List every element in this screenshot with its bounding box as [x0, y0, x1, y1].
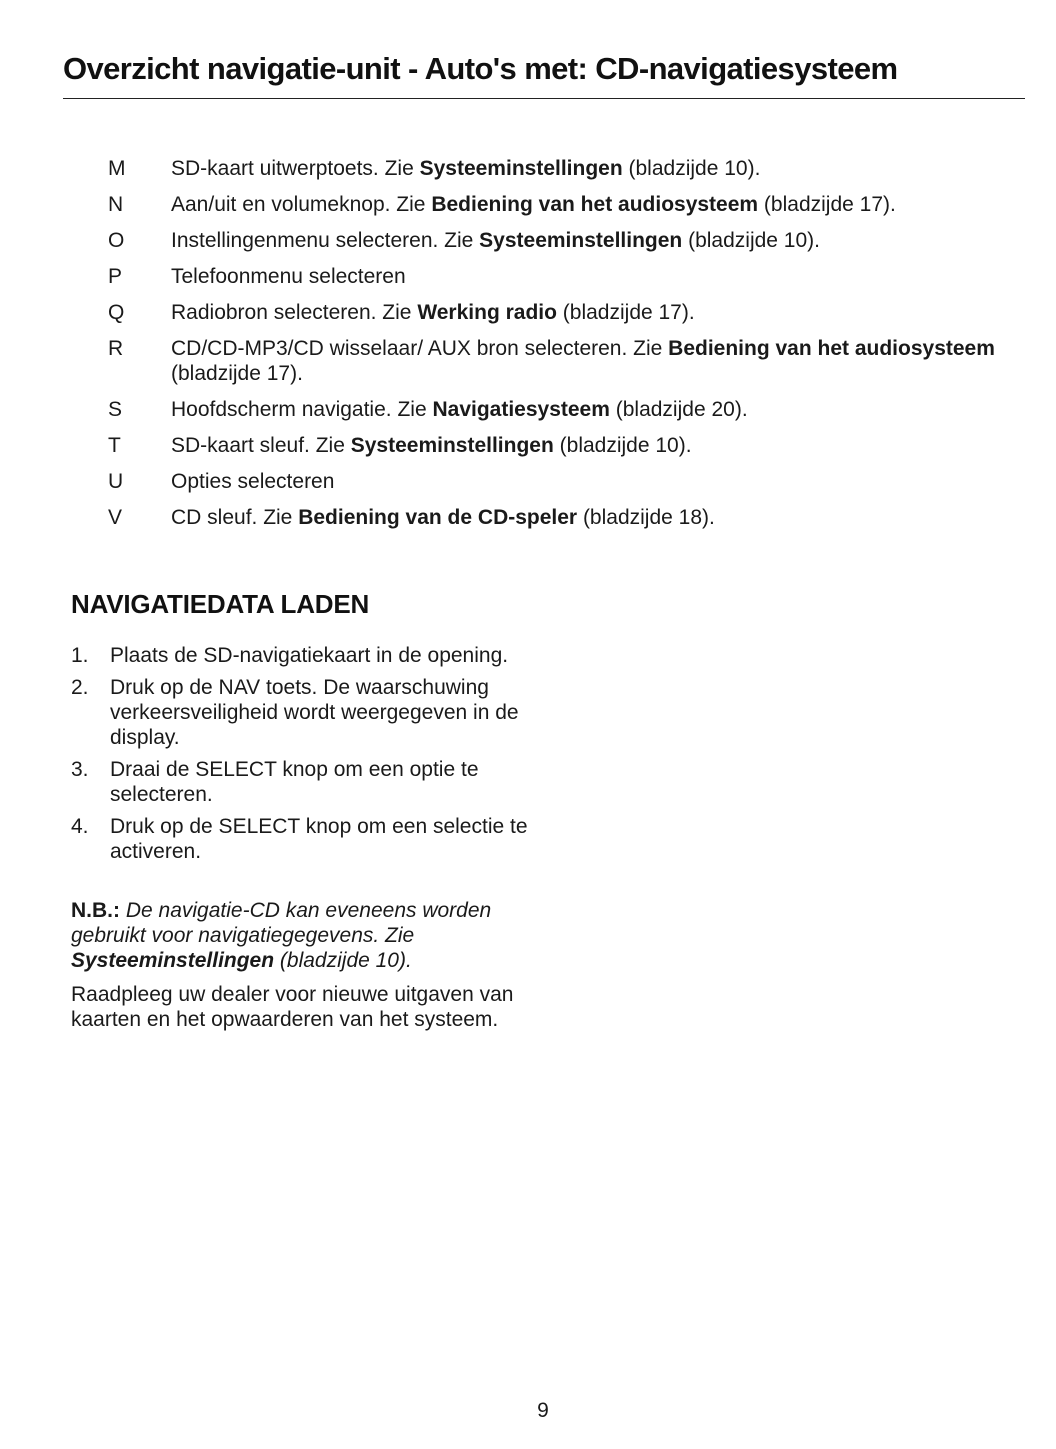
note-paragraph: N.B.: De navigatie-CD kan eveneens worden gebruikt voor navigatiegegevens. Zie Systeeminstellingen (bladzijde 10). — [71, 899, 492, 972]
component-legend — [100, 156, 1030, 541]
legend-text: CD/CD-MP3/CD wisselaar/ AUX bron selecteren. Zie Bediening van het audiosysteem (bladzijde 17). — [171, 337, 995, 385]
step-number: 3. — [71, 758, 89, 781]
legend-letter: V — [108, 506, 123, 529]
cross-reference-link[interactable]: Navigatiesysteem — [432, 398, 610, 421]
step-item — [71, 643, 531, 668]
section-heading: NAVIGATIEDATA LADEN — [71, 589, 370, 619]
legend-letter: U — [108, 470, 124, 493]
legend-text: Telefoonmenu selecteren — [171, 265, 406, 288]
cross-reference-link[interactable]: Bediening van de CD-speler — [298, 506, 578, 529]
advice-paragraph: Raadpleeg uw dealer voor nieuwe uitgaven van kaarten en het opwaarderen van het systeem. — [71, 983, 514, 1031]
legend-item-r — [100, 336, 1030, 386]
legend-text: Aan/uit en volumeknop. Zie Bediening van het audiosysteem (bladzijde 17). — [171, 193, 896, 216]
step-number: 2. — [71, 676, 89, 699]
note-label: N.B.: — [71, 899, 120, 922]
legend-item-q — [100, 300, 1030, 325]
legend-letter: S — [108, 398, 123, 421]
legend-item-t — [100, 433, 1030, 458]
legend-letter: T — [108, 434, 121, 457]
step-text: Druk op de NAV toets. De waarschuwing verkeersveiligheid wordt weergegeven in de display. — [110, 676, 519, 749]
cross-reference-link[interactable]: Systeeminstellingen — [71, 949, 275, 972]
step-item — [71, 757, 531, 807]
step-number: 4. — [71, 815, 89, 838]
legend-text: SD-kaart uitwerptoets. Zie Systeeminstellingen (bladzijde 10). — [171, 157, 761, 180]
legend-letter: O — [108, 229, 125, 252]
legend-letter: M — [108, 157, 126, 180]
cross-reference-link[interactable]: Bediening van het audiosysteem — [431, 193, 759, 216]
step-number: 1. — [71, 644, 89, 667]
step-text: Plaats de SD-navigatiekaart in de opening. — [110, 644, 509, 667]
legend-letter: N — [108, 193, 124, 216]
legend-letter: R — [108, 337, 124, 360]
cross-reference-link[interactable]: Systeeminstellingen — [479, 229, 683, 252]
legend-text: SD-kaart sleuf. Zie Systeeminstellingen (bladzijde 10). — [171, 434, 692, 457]
page-number: 9 — [537, 1399, 549, 1422]
cross-reference-link[interactable]: Werking radio — [417, 301, 557, 324]
legend-item-v — [100, 505, 1030, 530]
legend-item-u — [100, 469, 1030, 494]
step-text: Druk op de SELECT knop om een selectie te activeren. — [110, 815, 528, 863]
step-item — [71, 675, 531, 750]
cross-reference-link[interactable]: Bediening van het audiosysteem — [668, 337, 995, 360]
legend-text: CD sleuf. Zie Bediening van de CD-speler (bladzijde 18). — [171, 506, 715, 529]
step-text: Draai de SELECT knop om een optie te selecteren. — [110, 758, 479, 806]
legend-letter: P — [108, 265, 123, 288]
legend-item-p — [100, 264, 1030, 289]
legend-text: Opties selecteren — [171, 470, 335, 493]
cross-reference-link[interactable]: Systeeminstellingen — [350, 434, 554, 457]
legend-text: Hoofdscherm navigatie. Zie Navigatiesysteem (bladzijde 20). — [171, 398, 748, 421]
legend-letter: Q — [108, 301, 125, 324]
page-title: Overzicht navigatie-unit - Auto's met: CD-navigatiesysteem — [63, 51, 898, 86]
legend-item-s — [100, 397, 1030, 422]
legend-item-n — [100, 192, 1030, 217]
legend-text: Instellingenmenu selecteren. Zie Systeeminstellingen (bladzijde 10). — [171, 229, 820, 252]
legend-item-o — [100, 228, 1030, 253]
legend-text: Radiobron selecteren. Zie Werking radio (bladzijde 17). — [171, 301, 695, 324]
cross-reference-link[interactable]: Systeeminstellingen — [419, 157, 623, 180]
legend-item-m — [100, 156, 1030, 181]
step-item — [71, 814, 531, 864]
instruction-steps — [71, 643, 531, 871]
title-divider — [63, 98, 1025, 99]
